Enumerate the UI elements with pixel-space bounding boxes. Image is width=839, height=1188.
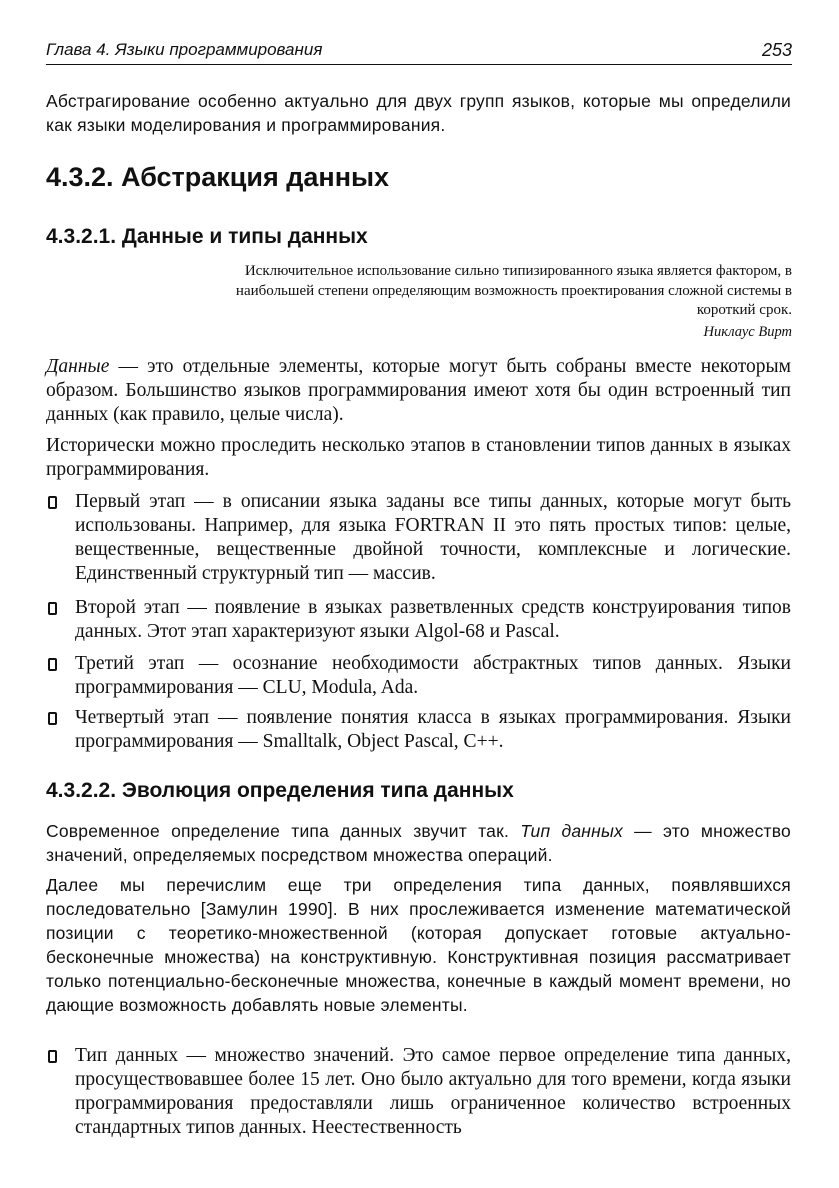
epigraph-author: Никлаус Вирт — [703, 323, 792, 340]
bullet-box-icon — [48, 1050, 57, 1063]
chapter-title: Глава 4. Языки программирования — [46, 40, 323, 59]
bullet-box-icon — [48, 602, 57, 615]
subsection-heading-1: 4.3.2.1. Данные и типы данных — [46, 225, 368, 248]
list-item-text: Тип данных — множество значений. Это самое первое определение типа данных, просуществовавшее более 15 лет. Оно было актуально для того времени, когда языки программирования предоставляли лишь ограниченное количество встроенных стандартных типов данных. Неестественность — [75, 1045, 791, 1138]
paragraph-data-definition — [46, 355, 791, 427]
page-number: 253 — [761, 40, 792, 60]
list-item-text: Второй этап — появление в языках разветвленных средств конструирования типов данных. Этот этап характеризуют языки Algol-68 и Pascal. — [75, 597, 791, 642]
list-item-text: Первый этап — в описании языка заданы все типы данных, которые могут быть использованы. Например, для языка FORTRAN II это пять простых типов: целые, вещественные, вещественные двойной точности, комплексные и логические. Единственный структурный тип — массив. — [75, 491, 791, 584]
paragraph-data-definition-text: — это отдельные элементы, которые могут быть собраны вместе некоторым образом. Большинство языков программирования имеют хотя бы один встроенный тип данных (как правило, целые числа). — [46, 356, 791, 425]
paragraph-history: Исторически можно проследить несколько этапов в становлении типов данных в языках программирования. — [46, 435, 791, 480]
term-data-type: Тип данных — [520, 821, 623, 841]
paragraph-three-definitions: Далее мы перечислим еще три определения типа данных, появлявшихся последовательно [Замулин 1990]. В них прослеживается изменение математической позиции с теоретико-множественной (которая допускает готовые актуально-бесконечные множества) на конструктивную. Конструктивная позиция рассматривает только потенциально-бесконечные множества, конечные в каждый момент времени, но дающие возможность добавлять новые элементы. — [46, 875, 791, 1015]
running-header — [46, 38, 792, 65]
section-heading: 4.3.2. Абстракция данных — [46, 162, 390, 192]
subsection-heading-2: 4.3.2.2. Эволюция определения типа данных — [46, 779, 514, 802]
epigraph — [232, 262, 792, 342]
list-item-text: Четвертый этап — появление понятия класса в языках программирования. Языки программирования — Smalltalk, Object Pascal, С++. — [75, 707, 791, 752]
term-data: Данные — [46, 356, 110, 377]
list-item-text: Третий этап — осознание необходимости абстрактных типов данных. Языки программирования — CLU, Modula, Ada. — [75, 653, 791, 698]
bullet-box-icon — [48, 712, 57, 725]
paragraph-modern-definition-rest: — это множество значений, определяемых посредством множества операций. — [46, 821, 791, 865]
epigraph-text: Исключительное использование сильно типизированного языка является фактором, в наибольшей степени определяющим возможность проектирования сложной системы в короткий срок. — [235, 263, 792, 318]
bullet-box-icon — [48, 658, 57, 671]
paragraph-modern-definition-start: Современное определение типа данных звучит так. — [46, 821, 521, 841]
intro-paragraph: Абстрагирование особенно актуально для двух групп языков, которые мы определили как языки моделирования и программирования. — [46, 91, 791, 135]
paragraph-modern-definition — [46, 819, 791, 867]
bullet-box-icon — [48, 496, 57, 509]
